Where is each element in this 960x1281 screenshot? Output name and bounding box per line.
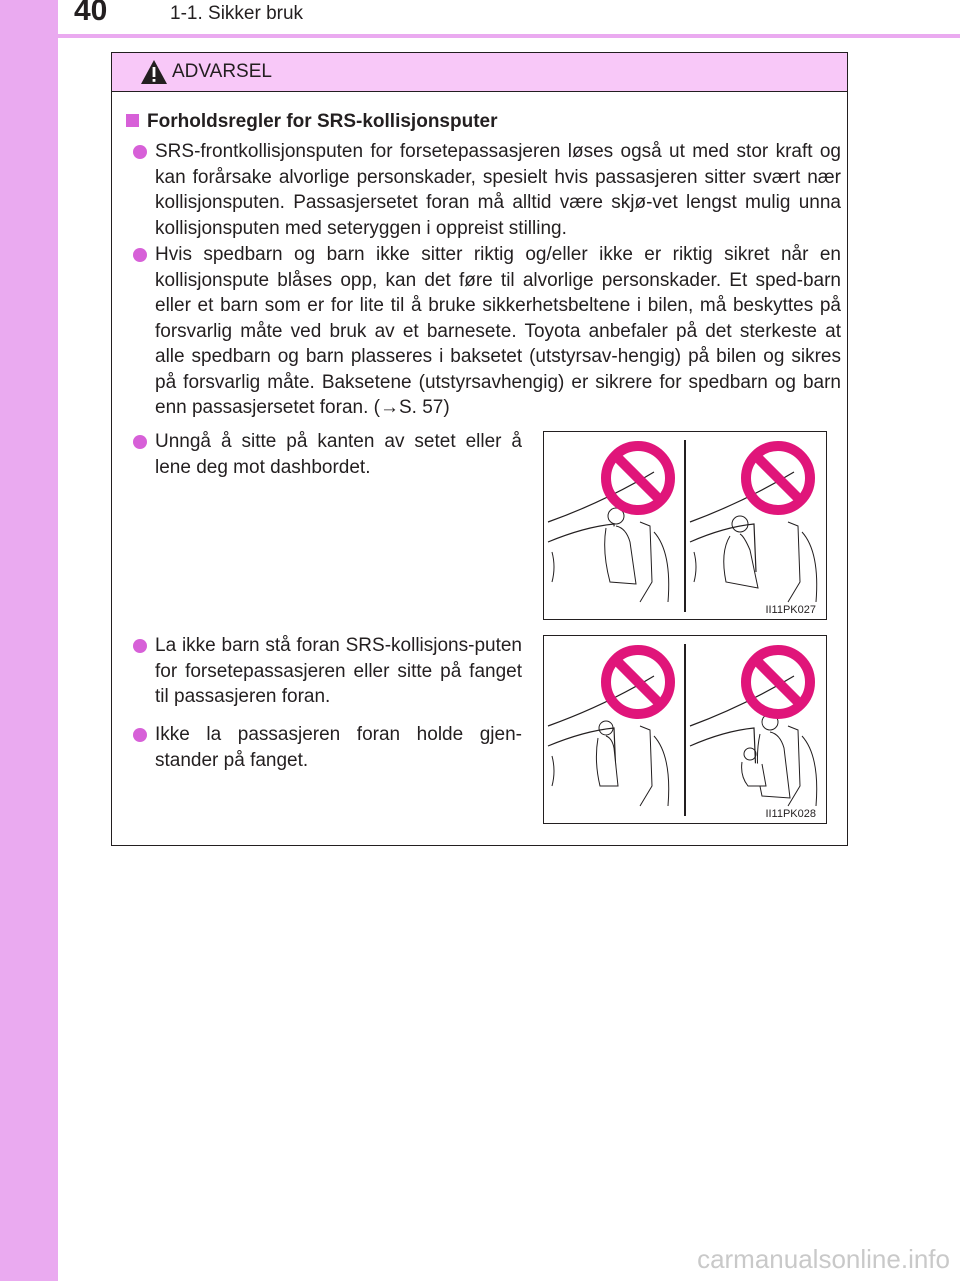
list-item-text: Unngå å sitte på kanten av setet eller å lene deg mot dashbordet.	[155, 431, 522, 478]
list-item	[155, 139, 841, 241]
side-tab	[0, 0, 58, 1281]
round-bullet-icon	[133, 728, 147, 742]
square-bullet-icon	[126, 114, 139, 127]
section-heading-text: Forholdsregler for SRS-kollisjonsputer	[147, 111, 498, 132]
illustration-figure	[543, 635, 827, 824]
list-item-text: Hvis spedbarn og barn ikke sitter riktig og/eller ikke er riktig sikret når en kollisjonspute blåses opp, kan det føre til alvorlige personskader. Et sped-barn eller et barn som er for lite til å bruke sikkerhetsbeltene i bilen, må beskyttes på forsvarlig måte ved bruk av et barnesete. Toyota anbefaler på det sterkeste at alle spedbarn og barn plasseres i baksetet (utstyrsav-hengig) på bilen og sikres på forsvarlig måte. Baksetene (utstyrsavhengig) er sikrere for spedbarn og barn enn passasjersetet foran. (→S. 57)	[155, 244, 841, 418]
child-seating-illustration	[544, 636, 826, 823]
prohibition-sign-icon	[606, 650, 670, 714]
warning-label: ADVARSEL	[172, 61, 272, 82]
warning-box	[111, 52, 848, 846]
illustration-figure	[543, 431, 827, 620]
prohibition-sign-icon	[746, 446, 810, 510]
list-item-text: Ikke la passasjeren foran holde gjen-stander på fanget.	[155, 724, 522, 771]
round-bullet-icon	[133, 248, 147, 262]
list-item	[155, 242, 841, 421]
figure-code: II11PK027	[765, 604, 816, 616]
section-heading	[126, 111, 498, 133]
warning-header	[112, 53, 847, 92]
passenger-seating-illustration	[544, 432, 826, 619]
list-item	[155, 429, 522, 480]
round-bullet-icon	[133, 145, 147, 159]
round-bullet-icon	[133, 435, 147, 449]
page-number: 40	[74, 0, 108, 27]
section-title: 1-1. Sikker bruk	[170, 3, 304, 24]
prohibition-sign-icon	[746, 650, 810, 714]
prohibition-sign-icon	[606, 446, 670, 510]
list-item-text: SRS-frontkollisjonsputen for forsetepassasjeren løses også ut med stor kraft og kan forårsake alvorlige personskader, spesielt hvis passasjeren sitter svært nær kollisjonsputen. Passasjersetet foran må alltid være skjø-vet lengst mulig unna kollisjonsputen med seteryggen i oppreist stilling.	[155, 141, 841, 239]
list-item-text: La ikke barn stå foran SRS-kollisjons-puten for forsetepassasjeren eller sitte på fanget til passasjeren foran.	[155, 635, 522, 707]
list-item	[155, 633, 522, 710]
round-bullet-icon	[133, 639, 147, 653]
watermark: carmanualsonline.info	[697, 1244, 950, 1274]
warning-triangle-icon	[140, 59, 168, 85]
list-item	[155, 722, 522, 773]
figure-code: II11PK028	[765, 808, 816, 820]
